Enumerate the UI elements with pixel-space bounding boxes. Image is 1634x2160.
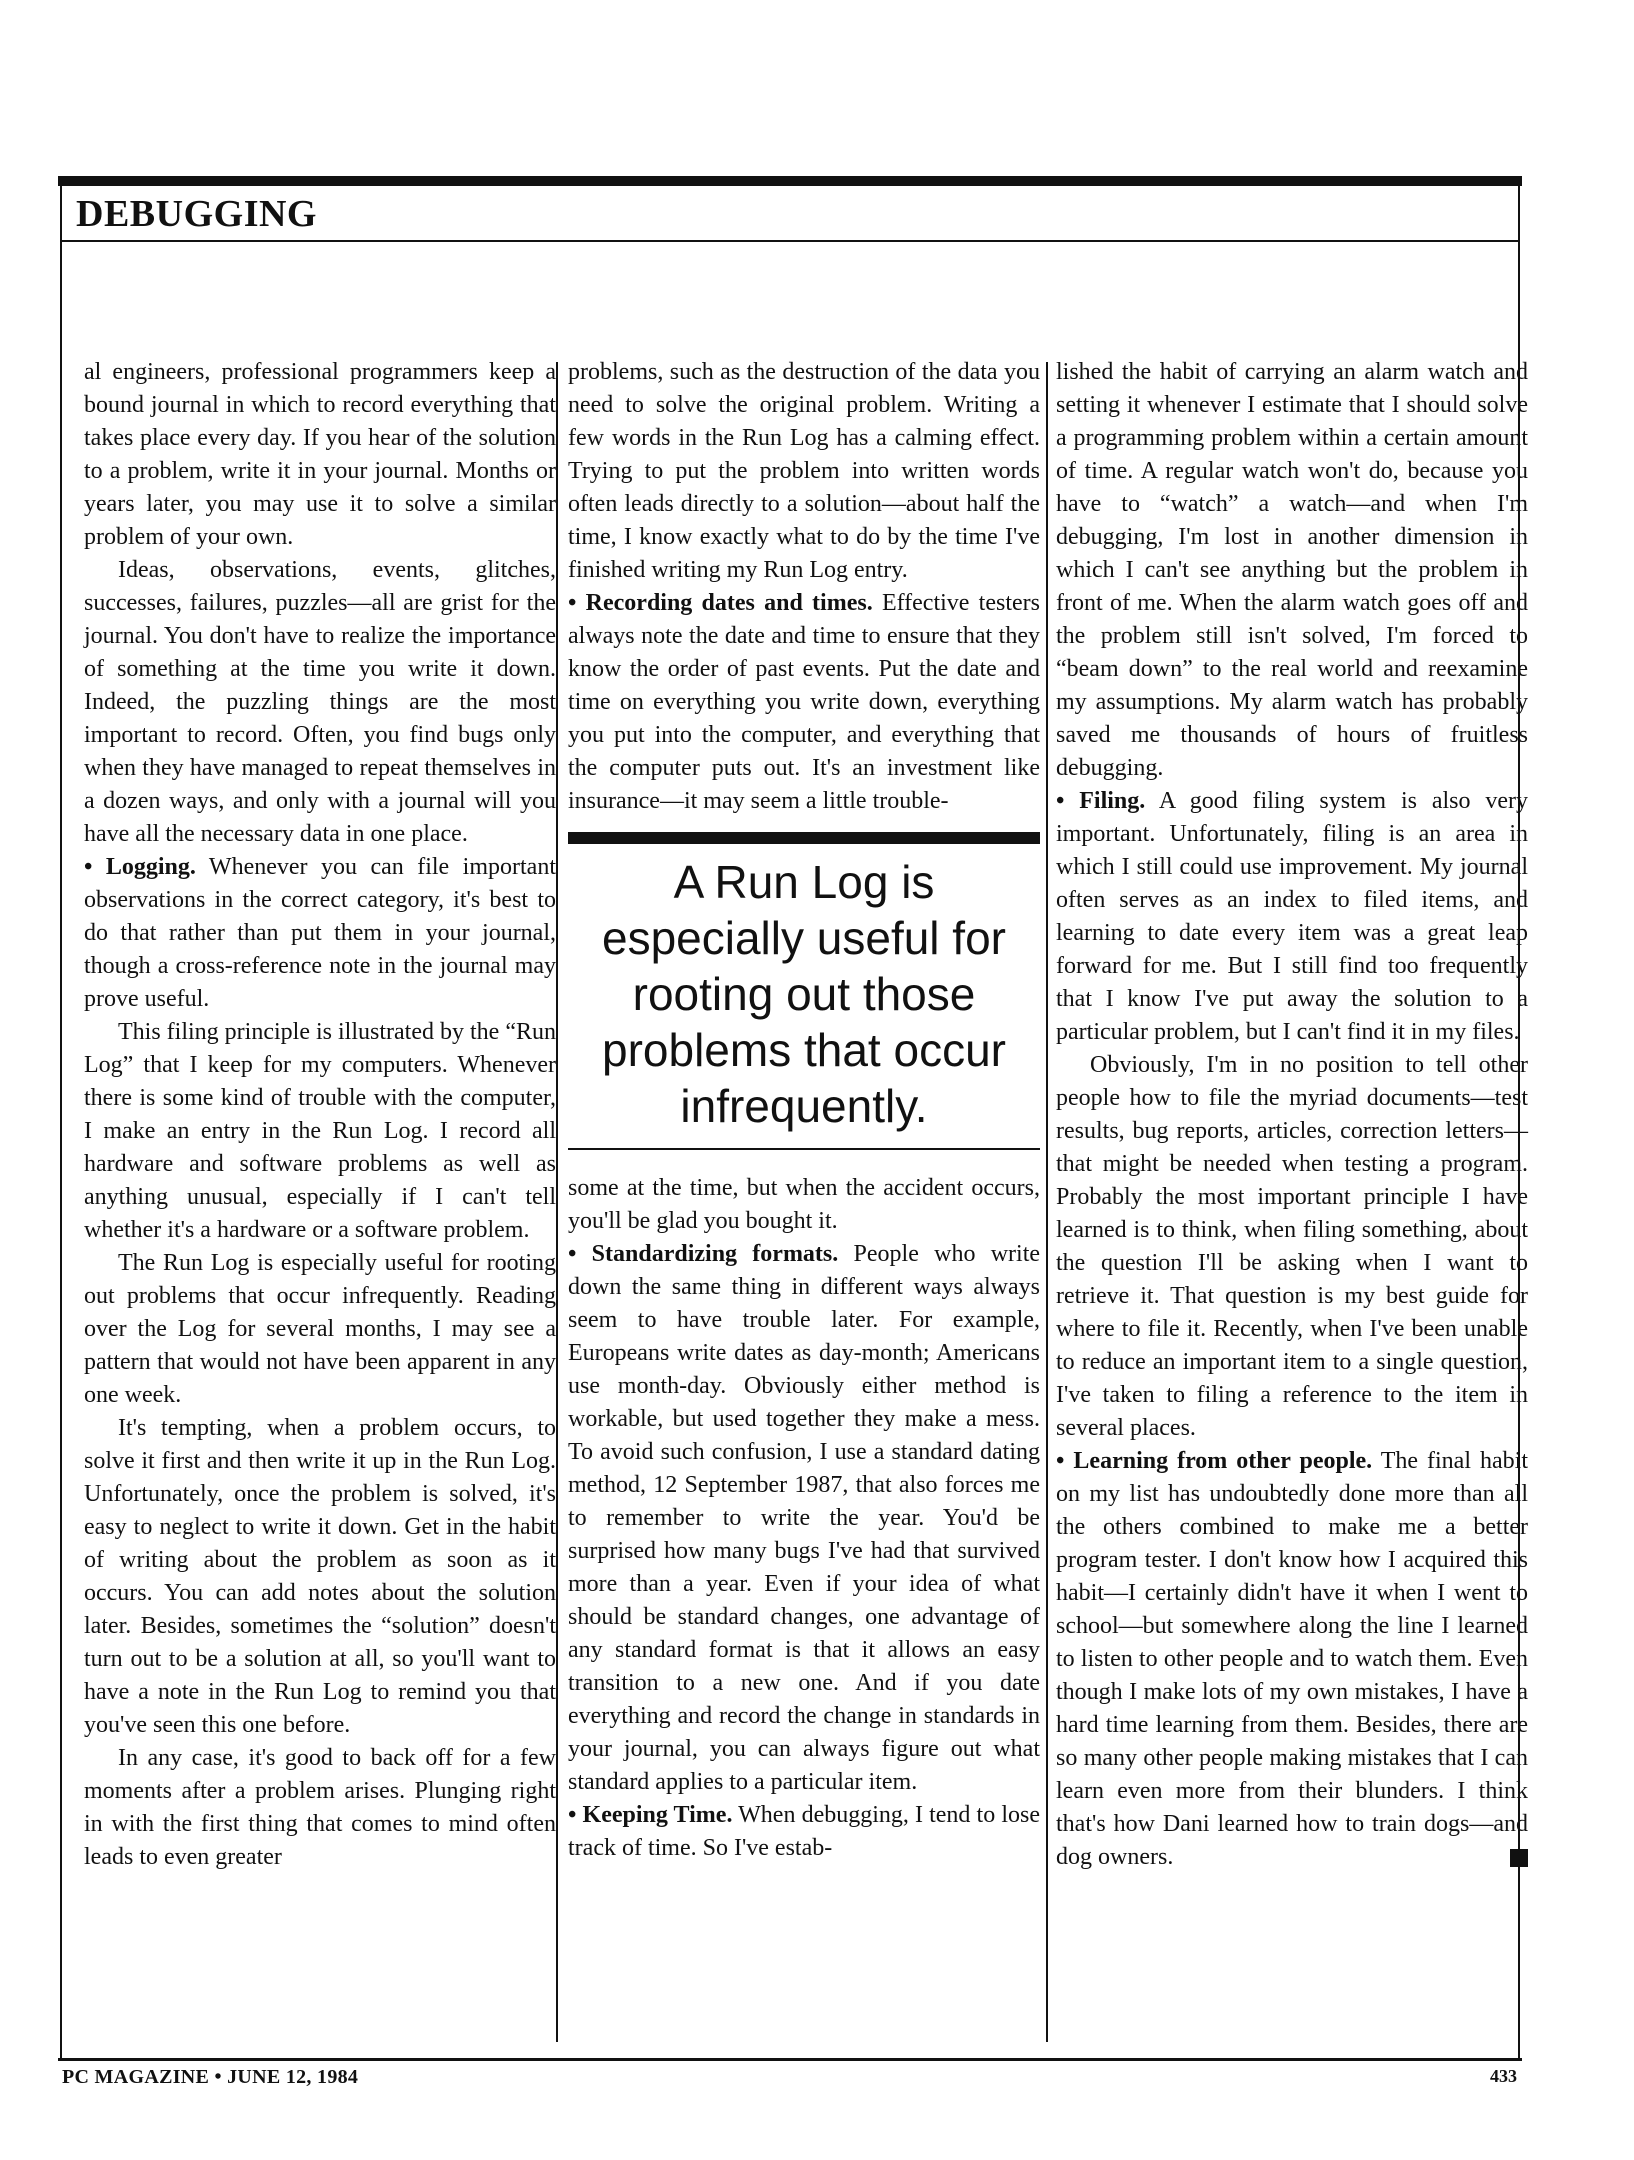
paragraph: problems, such as the destruction of the data you need to solve the original problem. Writing a few words in the Run Log has a calming effect. Trying to put the problem into written words often leads directly to a solution—about half the time, I know exactly what to do by the time I've finished writing my Run Log entry.: [568, 359, 1040, 583]
bullet-text: Whenever you can file important observations in the correct category, it's best to do that rather than put them in your journal, though a cross-reference note in the journal may prove useful.: [84, 854, 556, 1012]
end-of-article-mark: [1510, 1849, 1528, 1867]
pull-quote: A Run Log is especially useful for rooting out those problems that occur infrequently.: [568, 832, 1040, 1150]
bullet-paragraph-learning: [1056, 1445, 1528, 1874]
column-divider: [556, 362, 558, 2042]
bullet-heading: Learning from other people.: [1073, 1448, 1373, 1474]
top-rule: [58, 176, 1522, 186]
column-1: [84, 356, 556, 1874]
paragraph: This filing principle is illustrated by the “Run Log” that I keep for my computers. Whenever there is some kind of trouble with the computer, I make an entry in the Run Log. I record all hardware and software problems as well as anything unusual, especially if I can't tell whether it's a hardware or a software problem.: [84, 1019, 556, 1243]
section-title: DEBUGGING: [76, 193, 317, 235]
bullet-heading: Logging.: [105, 854, 196, 880]
title-divider: [60, 240, 1520, 242]
paragraph: al engineers, professional programmers keep a bound journal in which to record everything that takes place every day. If you hear of the solution to a problem, write it in your journal. Months or years later, you may use it to solve a similar problem of your own.: [84, 359, 556, 550]
bullet-heading: Keeping Time.: [582, 1802, 733, 1828]
bullet-heading: Standardizing formats.: [591, 1241, 839, 1267]
paragraph: It's tempting, when a problem occurs, to solve it first and then write it up in the Run Log. Unfortunately, once the problem is solved, it's easy to neglect to write it down. Get in the habit of writing about the problem as soon as it occurs. You can add notes about the solution later. Besides, sometimes the “solution” doesn't turn out to be a solution at all, so you'll want to have a note in the Run Log to remind you that you've seen this one before.: [84, 1415, 556, 1738]
paragraph: In any case, it's good to back off for a few moments after a problem arises. Plunging right in with the first thing that comes to mind often leads to even greater: [84, 1745, 556, 1870]
bullet-heading: Filing.: [1079, 788, 1146, 814]
bullet-text: Effective testers always note the date and time to ensure that they know the order of past events. Put the date and time on everything you write down, everything you put into the computer, and everything that the computer puts out. It's an investment like insurance—it may seem a little trouble-: [568, 590, 1040, 814]
bullet-paragraph-standardizing: [568, 1238, 1040, 1799]
paragraph: Obviously, I'm in no position to tell other people how to file the myriad documents—test results, bug reports, articles, correction letters—that might be needed when testing a program. Probably the most important principle I have learned is to think, when filing something, about the question I'll be asking when I want to retrieve it. That question is my best guide for where to file it. Recently, when I've been unable to reduce an important item to a single question, I've taken to filing a reference to the item in several places.: [1056, 1052, 1528, 1441]
paragraph: lished the habit of carrying an alarm watch and setting it whenever I estimate that I should solve a programming problem within a certain amount of time. A regular watch won't do, because you have to “watch” a watch—and when I'm debugging, I'm lost in another dimension in which I can't see anything but the problem in front of me. When the alarm watch goes off and the problem still isn't solved, I'm forced to “beam down” to the real world and reexamine my assumptions. My alarm watch has probably saved me thousands of hours of fruitless debugging.: [1056, 359, 1528, 781]
bullet-paragraph-logging: [84, 851, 556, 1016]
bullet-text: When debugging, I tend to lose track of time. So I've estab-: [568, 1802, 1040, 1861]
column-divider: [1046, 362, 1048, 2042]
bullet-paragraph-filing: [1056, 785, 1528, 1049]
bullet-paragraph-recording: [568, 587, 1040, 818]
page-number: 433: [1490, 2066, 1517, 2086]
footer-publication: PC MAGAZINE • JUNE 12, 1984: [62, 2066, 359, 2088]
paragraph: Ideas, observations, events, glitches, successes, failures, puzzles—all are grist for the journal. You don't have to realize the importance of something at the time you write it down. Indeed, the puzzling things are the most important to record. Often, you find bugs only when they have managed to repeat themselves in a dozen ways, and only with a journal will you have all the necessary data in one place.: [84, 557, 556, 847]
column-3: [1056, 356, 1528, 1874]
bullet-heading: Recording dates and times.: [585, 590, 873, 616]
bottom-rule: [58, 2058, 1522, 2061]
bullet-paragraph-keeping-time: [568, 1799, 1040, 1865]
bullet-text: The final habit on my list has undoubtedly done more than all the others combined to make me a better program tester. I don't know how I acquired this habit—I certainly didn't have it when I went to school—but somewhere along the line I learned to listen to other people and to watch them. Even though I make lots of my own mistakes, I have a hard time learning from them. Besides, there are so many other people making mistakes that I can learn even more from their blunders. I think that's how Dani learned how to train dogs—and dog owners.: [1056, 1448, 1528, 1870]
column-2: [568, 356, 1040, 1865]
paragraph: some at the time, but when the accident occurs, you'll be glad you bought it.: [568, 1175, 1040, 1234]
paragraph: The Run Log is especially useful for rooting out problems that occur infrequently. Reading over the Log for several months, I may see a pattern that would not have been apparent in any one week.: [84, 1250, 556, 1408]
bullet-text: A good filing system is also very important. Unfortunately, filing is an area in which I still could use improvement. My journal often serves as an index to filed items, and learning to date every item was a great leap forward for me. But I still find too frequently that I know I've put away the solution to a particular problem, but I can't find it in my files.: [1056, 788, 1528, 1045]
bullet-text: People who write down the same thing in different ways always seem to have trouble later. For example, Europeans write dates as day-month; Americans use month-day. Obviously either method is workable, but used together they make a mess. To avoid such confusion, I use a standard dating method, 12 September 1987, that also forces me to remember to write the year. You'd be surprised how many bugs I've had that survived more than a year. Even if your idea of what should be standard changes, one advantage of any standard format is that it allows an easy transition to a new one. And if you date everything and record the change in standards in your journal, you can always figure out what standard applies to a particular item.: [568, 1241, 1041, 1795]
